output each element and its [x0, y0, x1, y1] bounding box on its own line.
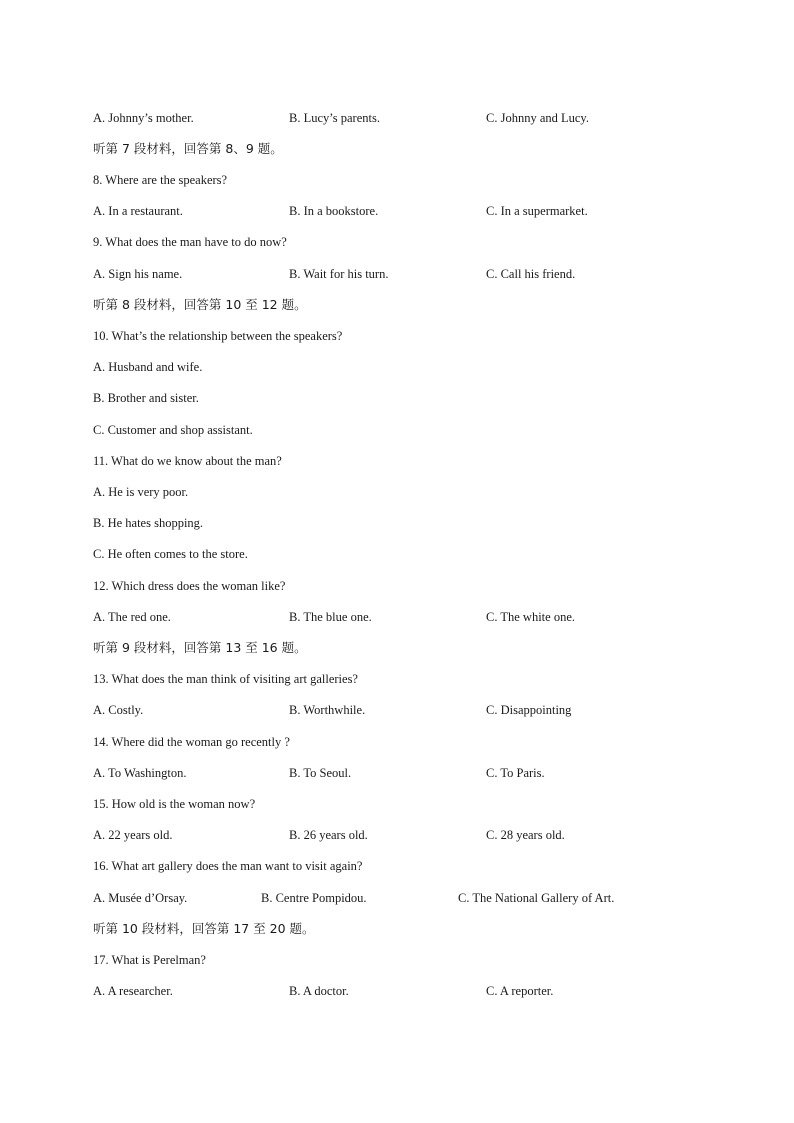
q14-option-b: B. To Seoul. — [289, 766, 352, 780]
option-c: C. Johnny and Lucy. — [486, 111, 589, 125]
question-14: 14. Where did the woman go recently ? — [93, 735, 290, 749]
q10-option-b: B. Brother and sister. — [93, 391, 199, 405]
question-11: 11. What do we know about the man? — [93, 454, 282, 468]
q9-option-a: A. Sign his name. — [93, 267, 183, 281]
q11-option-c: C. He often comes to the store. — [93, 547, 248, 561]
q12-option-a: A. The red one. — [93, 610, 171, 624]
question-17: 17. What is Perelman? — [93, 953, 206, 967]
question-9: 9. What does the man have to do now? — [93, 235, 287, 249]
question-16: 16. What art gallery does the man want to visit again? — [93, 859, 363, 873]
question-15: 15. How old is the woman now? — [93, 797, 256, 811]
q16-option-c: C. The National Gallery of Art. — [458, 891, 615, 905]
option-b: B. Lucy’s parents. — [289, 111, 380, 125]
q13-option-c: C. Disappointing — [486, 703, 572, 717]
q11-option-a: A. He is very poor. — [93, 485, 189, 499]
q9-option-b: B. Wait for his turn. — [289, 267, 389, 281]
q14-option-a: A. To Washington. — [93, 766, 187, 780]
q16-option-a: A. Musée d’Orsay. — [93, 891, 188, 905]
section-heading-8: 听第 8 段材料，回答第 10 至 12 题。 — [93, 297, 307, 312]
q16-option-b: B. Centre Pompidou. — [261, 891, 367, 905]
q17-option-a: A. A researcher. — [93, 984, 173, 998]
q9-option-c: C. Call his friend. — [486, 267, 576, 281]
q13-option-b: B. Worthwhile. — [289, 703, 366, 717]
q17-option-c: C. A reporter. — [486, 984, 554, 998]
q12-option-c: C. The white one. — [486, 610, 575, 624]
q13-option-a: A. Costly. — [93, 703, 144, 717]
section-heading-7: 听第 7 段材料，回答第 8、9 题。 — [93, 141, 283, 156]
question-10: 10. What’s the relationship between the speakers? — [93, 329, 343, 343]
q8-option-c: C. In a supermarket. — [486, 204, 588, 218]
section-heading-9: 听第 9 段材料，回答第 13 至 16 题。 — [93, 640, 307, 655]
q15-option-a: A. 22 years old. — [93, 828, 173, 842]
question-8: 8. Where are the speakers? — [93, 173, 228, 187]
q15-option-c: C. 28 years old. — [486, 828, 565, 842]
q8-option-b: B. In a bookstore. — [289, 204, 379, 218]
q10-option-a: A. Husband and wife. — [93, 360, 203, 374]
q10-option-c: C. Customer and shop assistant. — [93, 423, 253, 437]
q14-option-c: C. To Paris. — [486, 766, 545, 780]
q8-option-a: A. In a restaurant. — [93, 204, 183, 218]
q12-option-b: B. The blue one. — [289, 610, 372, 624]
q11-option-b: B. He hates shopping. — [93, 516, 204, 530]
question-13: 13. What does the man think of visiting art galleries? — [93, 672, 358, 686]
option-a: A. Johnny’s mother. — [93, 111, 194, 125]
q17-option-b: B. A doctor. — [289, 984, 349, 998]
question-12: 12. Which dress does the woman like? — [93, 579, 286, 593]
section-heading-10: 听第 10 段材料，回答第 17 至 20 题。 — [93, 921, 315, 936]
q15-option-b: B. 26 years old. — [289, 828, 368, 842]
